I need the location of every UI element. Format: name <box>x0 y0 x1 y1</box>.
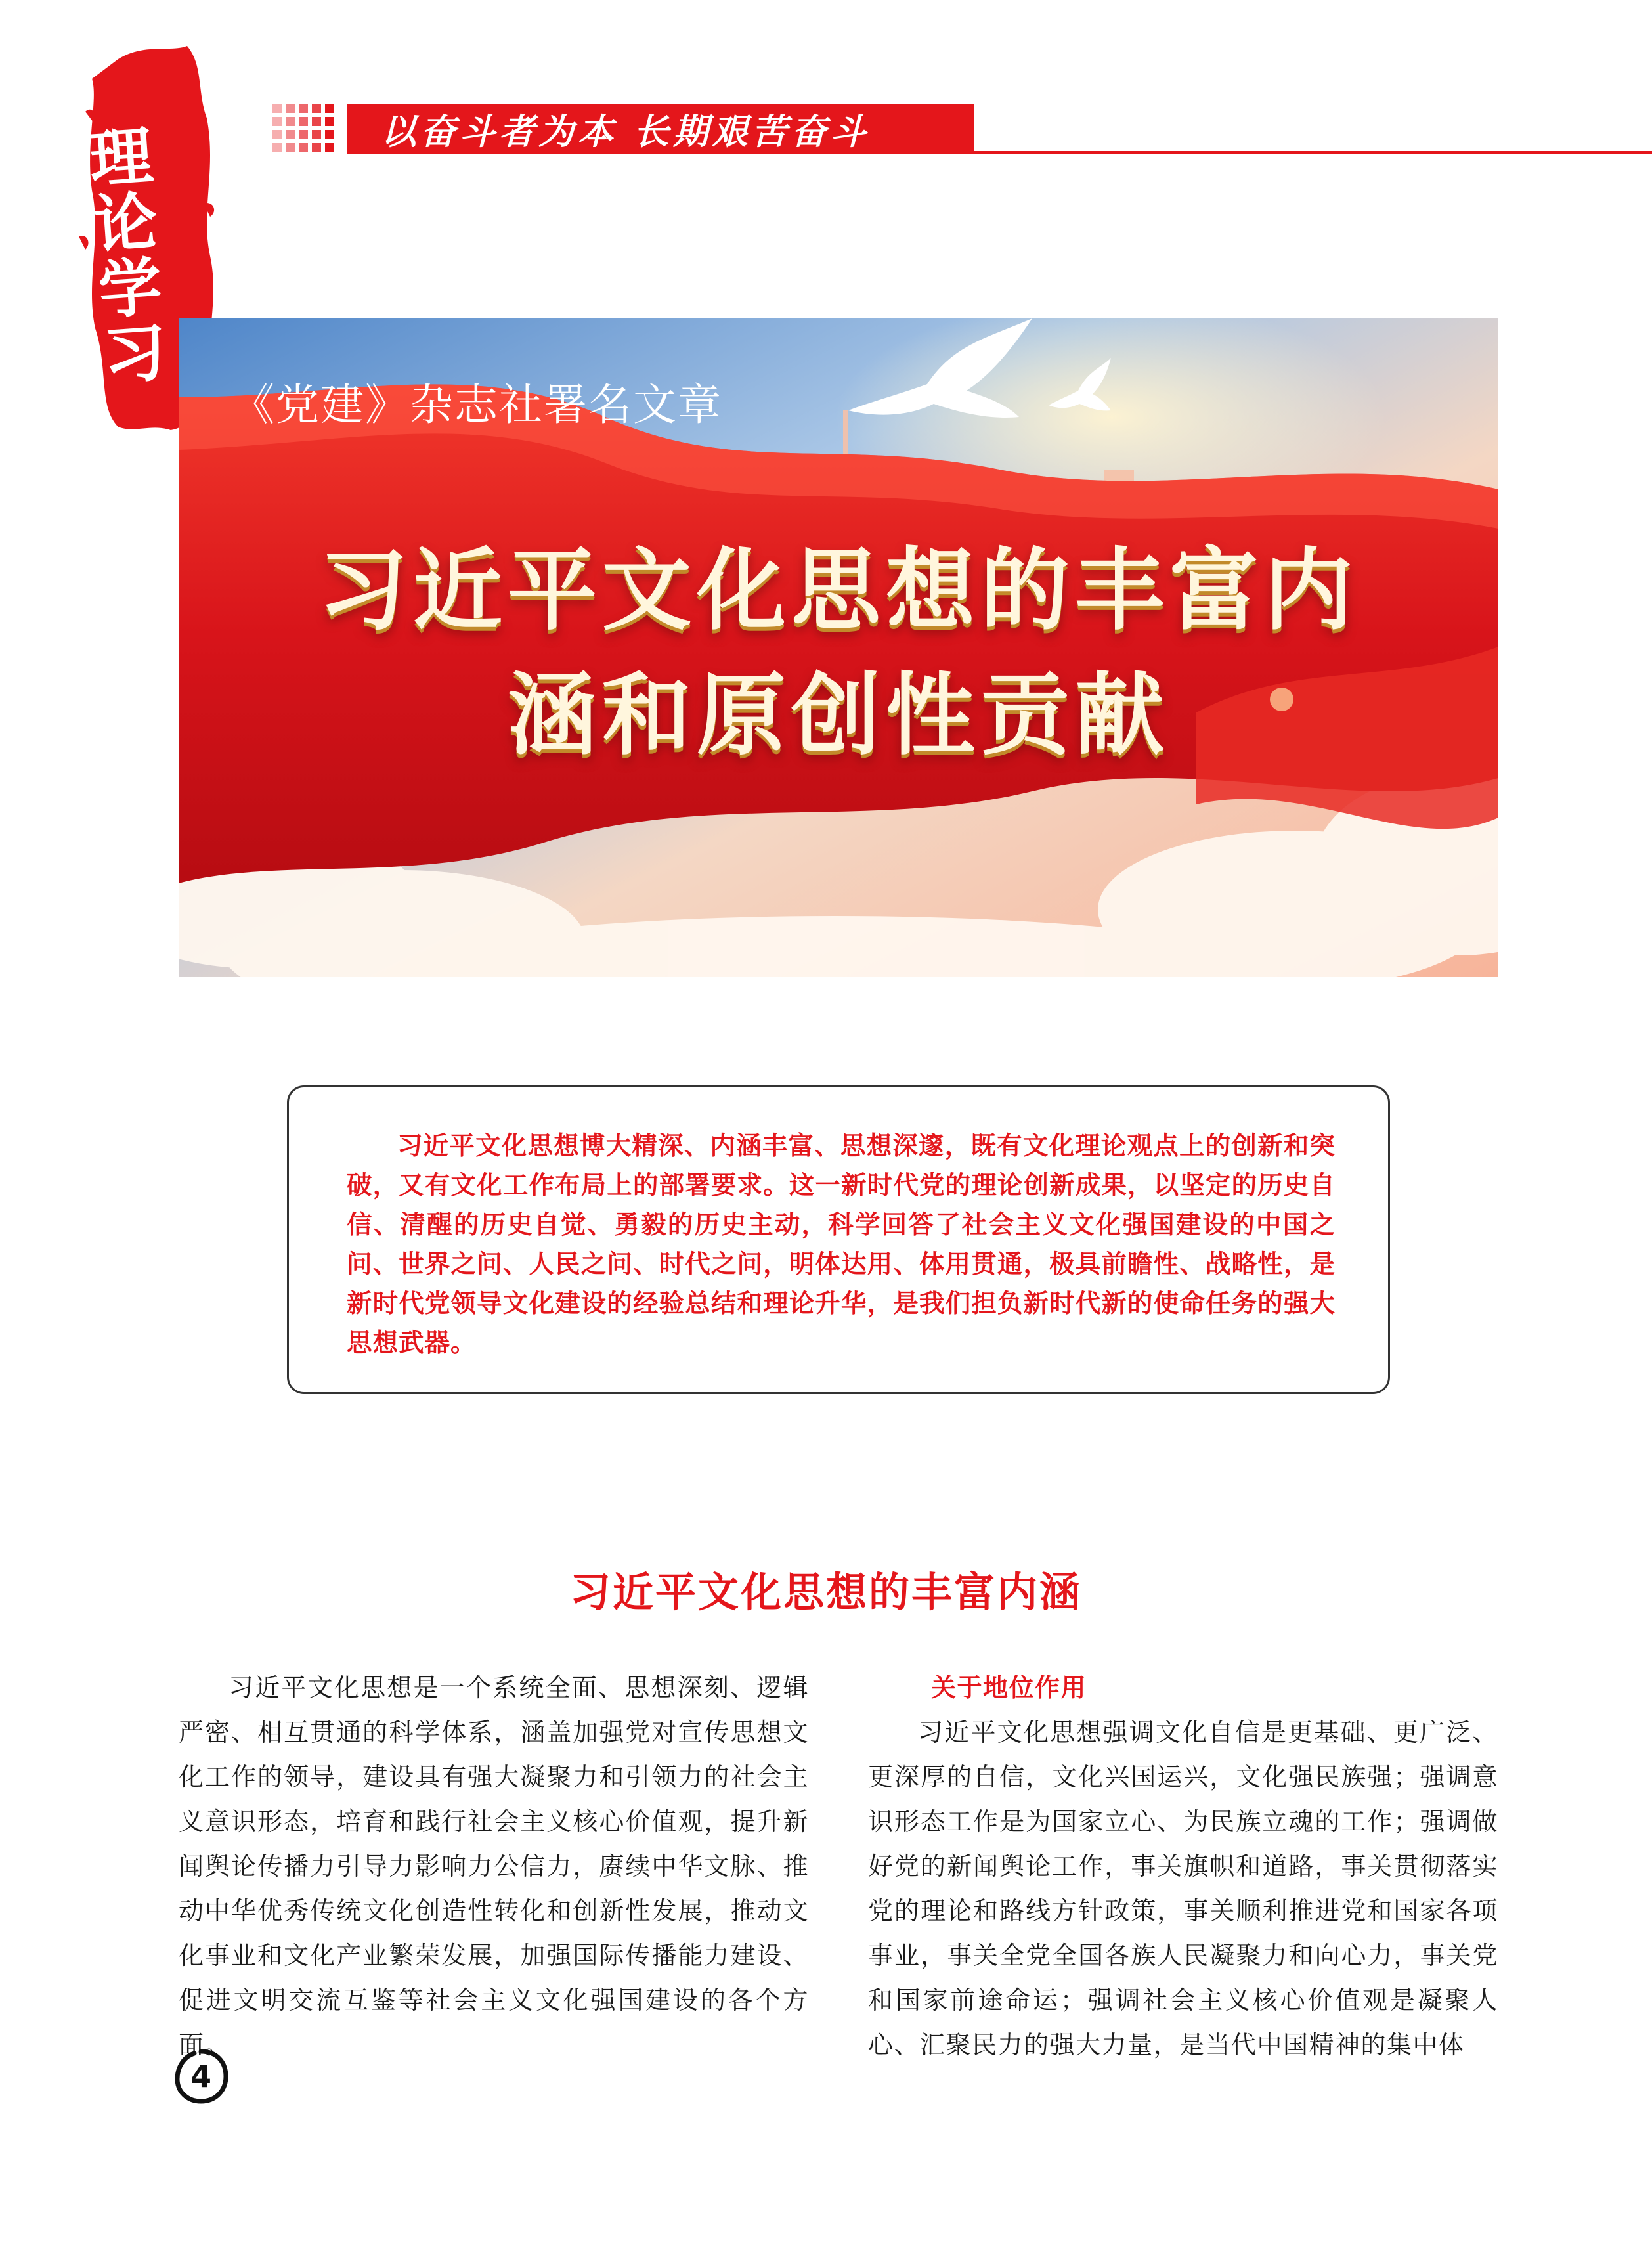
hero-title <box>179 529 1498 778</box>
body-paragraph: 习近平文化思想是一个系统全面、思想深刻、逻辑严密、相互贯通的科学体系，涵盖加强党对宣传思想文化工作的领导，建设具有强大凝聚力和引领力的社会主义意识形态，培育和践行社会主义核心价值观，提升新闻舆论传播力引导力影响力公信力，赓续中华文脉、推动中华优秀传统文化创造性转化和创新性发展，推动文化事业和文化产业繁荣发展，加强国际传播能力建设、促进文明交流互鉴等社会主义文化强国建设的各个方面。 <box>179 1673 809 2059</box>
hero-title-line: 习近平文化思想的丰富内 <box>318 539 1359 643</box>
header-banner-text: 以奋斗者为本 长期艰苦奋斗 <box>381 110 870 152</box>
section-label-char: 论 <box>91 184 160 263</box>
page-number-text: 4 <box>190 2059 211 2094</box>
header-banner <box>347 104 974 154</box>
body-paragraph: 习近平文化思想强调文化自信是更基础、更广泛、更深厚的自信，文化兴国运兴，文化强民族强；强调意识形态工作是为国家立心、为民族立魂的工作；强调做好党的新闻舆论工作，事关旗帜和道路，事关贯彻落实党的理论和路线方针政策，事关顺利推进党和国家各项事业，事关全党全国各族人民凝聚力和向心力，事关党和国家前途命运；强调社会主义核心价值观是凝聚人心、汇聚民力的强大力量，是当代中国精神的集中体 <box>868 1718 1498 2059</box>
page-number <box>172 2048 230 2105</box>
section-label-char: 习 <box>100 315 169 393</box>
subsection-heading: 关于地位作用 <box>931 1673 1087 1702</box>
body-column-right <box>868 1665 1498 2067</box>
abstract-box <box>287 1085 1390 1394</box>
abstract-text: 习近平文化思想博大精深、内涵丰富、思想深邃，既有文化理论观点上的创新和突破，又有文化工作布局上的部署要求。这一新时代党的理论创新成果，以坚定的历史自信、清醒的历史自觉、勇毅的历史主动，科学回答了社会主义文化强国建设的中国之问、世界之问、人民之问、时代之问，明体达用、体用贯通，极具前瞻性、战略性，是新时代党领导文化建设的经验总结和理论升华，是我们担负新时代新的使命任务的强大思想武器。 <box>347 1131 1336 1358</box>
hero-banner <box>179 318 1498 977</box>
section-label-char: 学 <box>96 250 165 328</box>
hero-kicker: 《党建》杂志社署名文章 <box>231 380 722 430</box>
grid-decoration <box>272 104 345 154</box>
header-rule <box>974 151 1652 154</box>
body-column-left <box>179 1665 809 2067</box>
section-title: 习近平文化思想的丰富内涵 <box>569 1568 1082 1616</box>
hero-title-line: 涵和原创性贡献 <box>508 664 1169 768</box>
section-label-char: 理 <box>87 119 156 197</box>
